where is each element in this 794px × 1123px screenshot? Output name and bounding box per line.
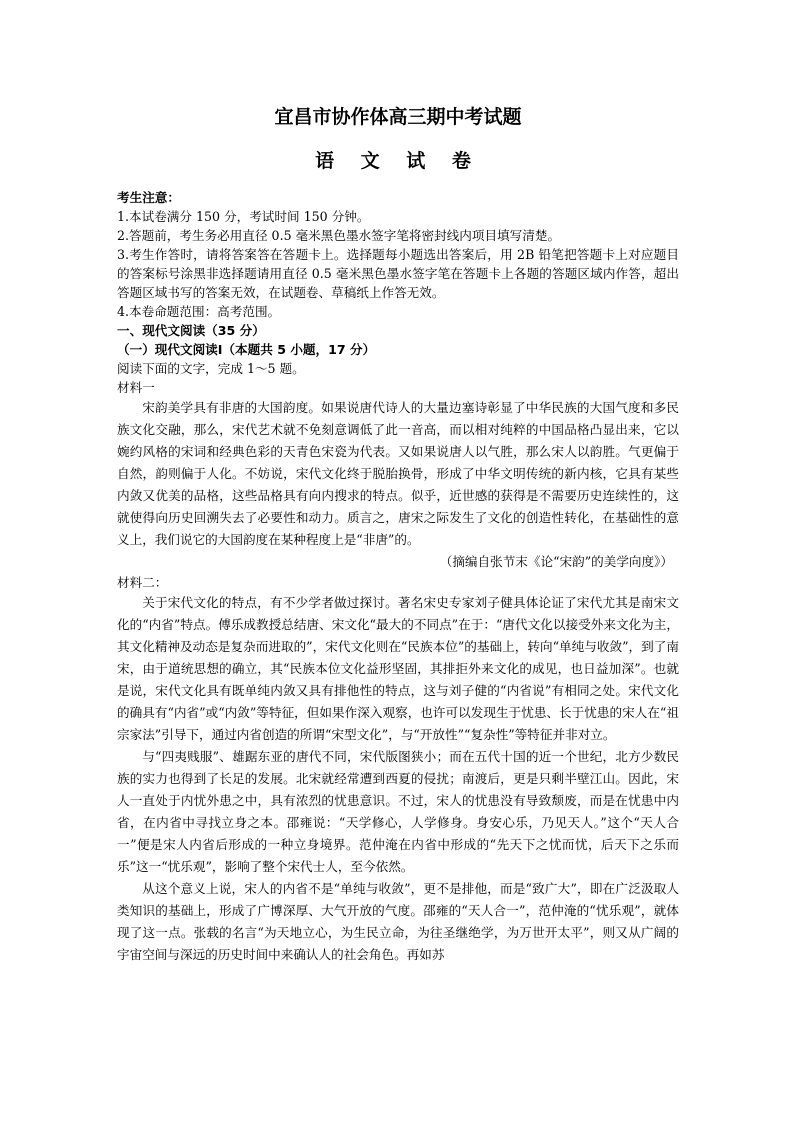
material-source: （摘编自张节末《论“宋韵”的美学向度》） [439,554,673,569]
material-label: 材料一 [117,380,155,395]
subject-title: 语 文 试 卷 [315,150,481,172]
notice-item: 4.本卷命题范围：高考范围。 [117,304,281,319]
section-heading: 一、现代文阅读（35 分） [117,323,265,338]
notice-item: 3.考生作答时，请将答案答在答题卡上。选择题每小题选出答案后，用 2B 铅笔把答题卡上对应题目的答案标号涂黑非选择题请用直径 0.5 毫米黑色墨水签字笔在答题卡上各题的答题区域内作答，超出答题区域书写的答案无效，在试题卷、草稿纸上作答无效。 [117,247,679,300]
material-paragraph: 宋韵美学具有非唐的大国韵度。如果说唐代诗人的大量边塞诗彰显了中华民族的大国气度和多民族文化交融，那么，宋代艺术就不免刻意调低了此一音高，而以相对纯粹的中国品格凸显出来，它以婉约风格的宋词和经典色彩的天青色宋瓷为代表。又如果说唐人以气胜，那么宋人以韵胜。气更偏于自然，韵则偏于人化。不妨说，宋代文化终于脱胎换骨，形成了中华文明传统的新内核，它具有某些内敛又优美的品格，这些品格具有向内搜求的特点。似乎，近世感的获得是不需要历史连续性的，这就使得向历史回溯失去了必要性和动力。质言之，唐宋之际发生了文化的创造性转化，在基础性的意义上，我们说它的大国韵度在某种程度上是“非唐”的。 [117,400,679,547]
material-paragraph: 从这个意义上说，宋人的内省不是“单纯与收敛”，更不是排他，而是“致广大”，即在广泛汲取人类知识的基础上，形成了广博深厚、大气开放的气度。邵雍的“天人合一”，范仲淹的“忧乐观”，就体现了这一点。张载的名言“为天地立心，为生民立命，为往圣继绝学，为万世开太平”，则又从广阔的宇宙空间与深远的历史时间中来确认人的社会角色。再如苏 [117,881,679,962]
material-label: 材料二： [117,575,168,590]
material-paragraph: 与“四夷贱服”、雄踞东亚的唐代不同，宋代版图狭小；而在五代十国的近一个世纪，北方少数民族的实力也得到了长足的发展。北宋就经常遭到西夏的侵扰；南渡后，更是只剩半壁江山。因此，宋人一直处于内忧外患之中，具有浓烈的忧患意识。不过，宋人的忧患没有导致颓废，而是在忧患中内省，在内省中寻找立身之本。邵雍说：“天学修心，人学修身。身安心乐，乃见天人。”这个“天人合一”便是宋人内省后形成的一种立身境界。范仲淹在内省中形成的“先天下之忧而忧，后天下之乐而乐”这一“忧乐观”，影响了整个宋代士人，至今依然。 [117,749,679,874]
notice-heading: 考生注意： [117,190,180,205]
notice-item: 2.答题前，考生务必用直径 0.5 毫米黑色墨水签字笔将密封线内项目填写清楚。 [117,228,561,243]
page-content [117,104,679,966]
reading-instruction: 阅读下面的文字，完成 1～5 题。 [117,361,305,376]
notice-item: 1.本试卷满分 150 分，考试时间 150 分钟。 [117,209,370,224]
section-sub-heading: （一）现代文阅读Ⅰ（本题共 5 小题，17 分） [117,342,376,357]
exam-title: 宜昌市协作体高三期中考试题 [274,106,522,128]
material-paragraph: 关于宋代文化的特点，有不少学者做过探讨。著名宋史专家刘子健具体论证了宋代尤其是南宋文化的“内省”特点。傅乐成教授总结唐、宋文化“最大的不同点”在于：“唐代文化以接受外来文化为主，其文化精神及动态是复杂而进取的”，宋代文化则在“民族本位”的基础上，转向“单纯与收敛”，到了南宋，由于道统思想的确立，其“民族本位文化益形坚固，其排拒外来文化的成见，也日益加深”。也就是说，宋代文化具有既单纯内敛又具有排他性的特点，这与刘子健的“内省说”有相同之处。宋代文化的确具有“内省”或“内敛”等特征，但如果作深入观察，也许可以发现生于忧患、长于忧患的宋人在“祖宗家法”引导下，通过内省创造的所谓“宋型文化”，与“开放性”“复杂性”等特征并非对立。 [117,595,679,742]
